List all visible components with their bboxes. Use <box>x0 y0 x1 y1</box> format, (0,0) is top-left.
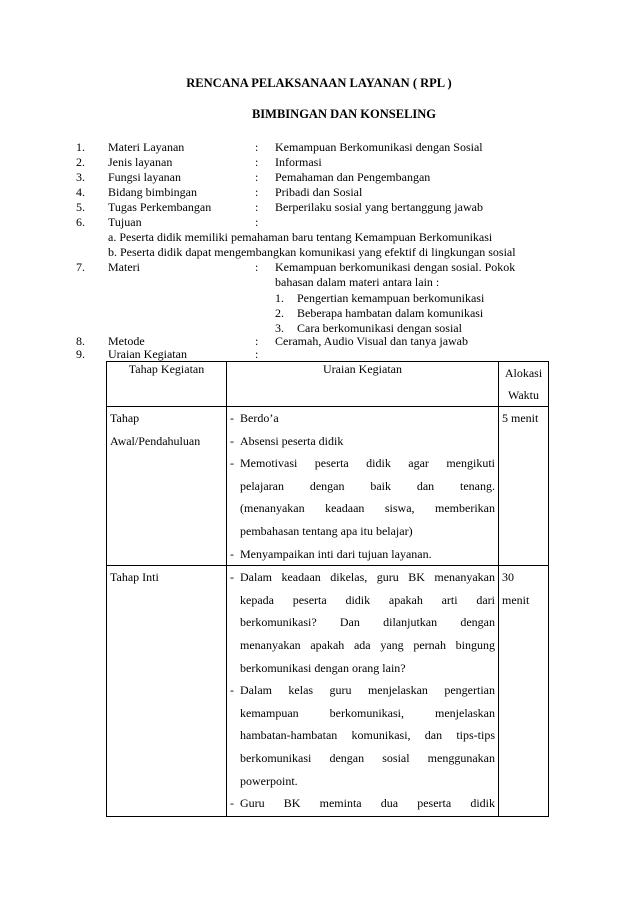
item-label: Bidang bimbingan <box>108 185 197 199</box>
item-number: 5. <box>76 200 85 214</box>
item-value: Kemampuan berkomunikasi dengan sosial. Pokok <box>275 260 516 274</box>
uraian-text: Berdo’a <box>240 411 279 425</box>
header-alokasi-line1: Alokasi <box>504 366 543 380</box>
uraian-cell <box>227 407 499 566</box>
item-label: Tujuan <box>108 215 142 229</box>
uraian-point: - Menyampaikan inti dari tujuan layanan. <box>230 543 495 566</box>
uraian-text: (menanyakan keadaan siswa, memberikan <box>240 501 495 516</box>
tujuan-text: a. Peserta didik memiliki pemahaman baru tentang Kemampuan Berkomunikasi <box>108 230 493 244</box>
list-number: 1. <box>275 291 284 305</box>
uraian-cell <box>227 566 499 817</box>
waktu-text: 30 <box>502 570 514 585</box>
list-text: Pengertian kemampuan berkomunikasi <box>297 291 485 305</box>
uraian-text: berkomunikasi? Dan dilanjutkan dengan <box>240 615 495 630</box>
uraian-text: Dalam keadaan dikelas, guru BK menanyakan <box>240 570 495 585</box>
item-number: 2. <box>76 155 85 169</box>
uraian-point: - Guru BK meminta dua peserta didik <box>230 792 495 815</box>
waktu-text: menit <box>502 592 530 607</box>
item-label: Materi <box>108 260 140 274</box>
item-colon: : <box>255 155 259 169</box>
tujuan-text: b. Peserta didik dapat mengembangkan komunikasi yang efektif di lingkungan sosial <box>108 245 516 259</box>
table-row <box>107 407 549 566</box>
uraian-text: pelajaran dengan baik dan tenang. <box>240 478 495 493</box>
item-colon: : <box>255 260 259 274</box>
uraian-text: kepada peserta didik apakah arti dari <box>240 592 495 607</box>
item-value: Ceramah, Audio Visual dan tanya jawab <box>275 334 469 348</box>
list-number: 3. <box>275 321 284 335</box>
item-colon: : <box>255 215 259 229</box>
item-number: 3. <box>76 170 85 184</box>
header-tahap: Tahap Kegiatan <box>107 362 227 407</box>
uraian-text: berkomunikasi dengan orang lain? <box>240 660 406 675</box>
header-alokasi-line2: Waktu <box>507 388 540 402</box>
kegiatan-table <box>106 361 549 817</box>
tahap-text: Tahap <box>110 411 140 425</box>
item-number: 4. <box>76 185 85 199</box>
uraian-text: Memotivasi peserta didik agar mengikuti <box>240 456 495 471</box>
item-label: Tugas Perkembangan <box>108 200 212 214</box>
uraian-text: kemampuan berkomunikasi, menjelaskan <box>240 705 495 720</box>
document-subtitle: BIMBINGAN DAN KONSELING <box>251 107 437 121</box>
item-value: Informasi <box>275 155 322 169</box>
item-colon: : <box>255 347 259 361</box>
item-value: Pemahaman dan Pengembangan <box>275 170 431 184</box>
item-label: Materi Layanan <box>108 140 185 154</box>
table-row <box>107 566 549 817</box>
uraian-point: - Dalam keadaan dikelas, guru BK menanyakan kepada peserta didik apakah arti dari berkomunikasi? Dan dilanjutkan dengan menanyakan apakah ada yang pernah bingung berkomunikasi dengan orang lain? <box>230 566 495 679</box>
uraian-point: - Absensi peserta didik <box>230 430 495 453</box>
list-text: Cara berkomunikasi dengan sosial <box>297 321 462 335</box>
uraian-text: menanyakan apakah ada yang pernah bingung <box>240 637 495 652</box>
uraian-text: berkomunikasi dengan sosial menggunakan <box>240 750 495 765</box>
tahap-cell <box>107 407 227 566</box>
item-label: Jenis layanan <box>108 155 173 169</box>
uraian-text: Dalam kelas guru menjelaskan pengertian <box>240 683 495 698</box>
item-number: 8. <box>76 334 85 348</box>
uraian-text: Absensi peserta didik <box>240 433 344 448</box>
header-uraian: Uraian Kegiatan <box>227 362 499 407</box>
item-number: 6. <box>76 215 85 229</box>
header-alokasi <box>499 362 549 407</box>
item-colon: : <box>255 140 259 154</box>
uraian-text: hambatan-hambatan komunikasi, dan tips-tips <box>240 728 495 743</box>
item-label: Fungsi layanan <box>108 170 181 184</box>
item-label: Metode <box>108 334 145 348</box>
uraian-text: Menyampaikan inti dari tujuan layanan. <box>240 546 432 561</box>
item-number: 7. <box>76 260 85 274</box>
item-colon: : <box>255 185 259 199</box>
item-number: 9. <box>76 347 85 361</box>
item-colon: : <box>255 334 259 348</box>
tahap-cell: Tahap Inti <box>107 566 227 817</box>
uraian-point: - Dalam kelas guru menjelaskan pengertian kemampuan berkomunikasi, menjelaskan hambatan-hambatan komunikasi, dan tips-tips berkomunikasi dengan sosial menggunakan powerpoint. <box>230 679 495 792</box>
uraian-text: powerpoint. <box>240 773 298 788</box>
item-value: Berperilaku sosial yang bertanggung jawab <box>275 200 483 214</box>
uraian-point: - Berdo’a <box>230 407 495 430</box>
list-number: 2. <box>275 306 284 320</box>
document-title: RENCANA PELAKSANAAN LAYANAN ( RPL ) <box>186 76 452 90</box>
item-value: Kemampuan Berkomunikasi dengan Sosial <box>275 140 483 154</box>
item-colon: : <box>255 200 259 214</box>
item-number: 1. <box>76 140 85 154</box>
list-text: Beberapa hambatan dalam komunikasi <box>297 306 484 320</box>
tahap-text: Awal/Pendahuluan <box>110 433 201 448</box>
uraian-text: pembahasan tentang apa itu belajar) <box>240 523 413 538</box>
item-colon: : <box>255 170 259 184</box>
waktu-cell <box>499 566 549 817</box>
uraian-text: Guru BK meminta dua peserta didik <box>240 796 495 811</box>
uraian-point: - Memotivasi peserta didik agar mengikuti pelajaran dengan baik dan tenang. (menanyakan keadaan siswa, memberikan pembahasan tentang apa itu belajar) <box>230 452 495 542</box>
materi-text: bahasan dalam materi antara lain : <box>275 275 440 289</box>
item-value: Pribadi dan Sosial <box>275 185 363 199</box>
table-header-row <box>107 362 549 407</box>
waktu-cell: 5 menit <box>499 407 549 566</box>
item-label: Uraian Kegiatan <box>108 347 187 361</box>
